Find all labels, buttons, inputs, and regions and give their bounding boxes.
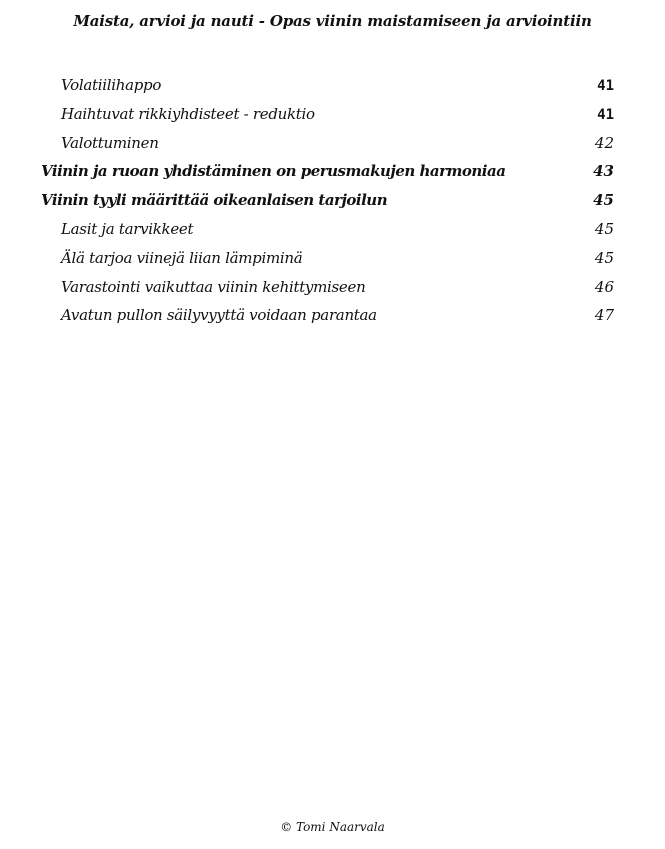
- page-footer-copyright: © Tomi Naarvala: [280, 820, 385, 834]
- toc-entry-title: Varastointi vaikuttaa viinin kehittymiseen: [61, 278, 366, 296]
- toc-entry-page: 45: [593, 191, 614, 209]
- toc-entry-title: Avatun pullon säilyvyyttä voidaan parantaa: [61, 306, 377, 324]
- toc-entry-title: Volatiilihappo: [61, 76, 162, 94]
- toc-entry[interactable]: [0, 162, 665, 186]
- toc-entry-page: 43: [593, 162, 614, 180]
- toc-entry[interactable]: [0, 220, 665, 244]
- toc-entry-page: 42: [594, 134, 614, 152]
- toc-entry-title: Valottuminen: [61, 134, 159, 152]
- page-header-title: Maista, arvioi ja nauti - Opas viinin maistamiseen ja arviointiin: [73, 12, 592, 30]
- toc-entry-page: 45: [594, 249, 614, 267]
- toc-entry[interactable]: [0, 191, 665, 215]
- toc-entry-title: Viinin ja ruoan yhdistäminen on perusmakujen harmoniaa: [41, 162, 506, 180]
- toc-entry[interactable]: [0, 249, 665, 273]
- toc-entry-title: Viinin tyyli määrittää oikeanlaisen tarjoilun: [41, 191, 388, 209]
- toc-entry[interactable]: [0, 278, 665, 302]
- toc-entry[interactable]: [0, 105, 665, 129]
- toc-entry[interactable]: [0, 306, 665, 330]
- toc-entry-page: 47: [594, 306, 614, 324]
- toc-entry-page: 41: [597, 78, 614, 94]
- toc-entry[interactable]: [0, 134, 665, 158]
- toc-entry-page: 46: [594, 278, 614, 296]
- toc-entry-title: Haihtuvat rikkiyhdisteet - reduktio: [61, 105, 315, 123]
- toc-entry-title: Älä tarjoa viinejä liian lämpiminä: [61, 249, 303, 267]
- toc-entry-title: Lasit ja tarvikkeet: [61, 220, 194, 238]
- toc-entry-page: 41: [597, 107, 614, 123]
- toc-entry-page: 45: [594, 220, 614, 238]
- toc-entry[interactable]: [0, 76, 665, 100]
